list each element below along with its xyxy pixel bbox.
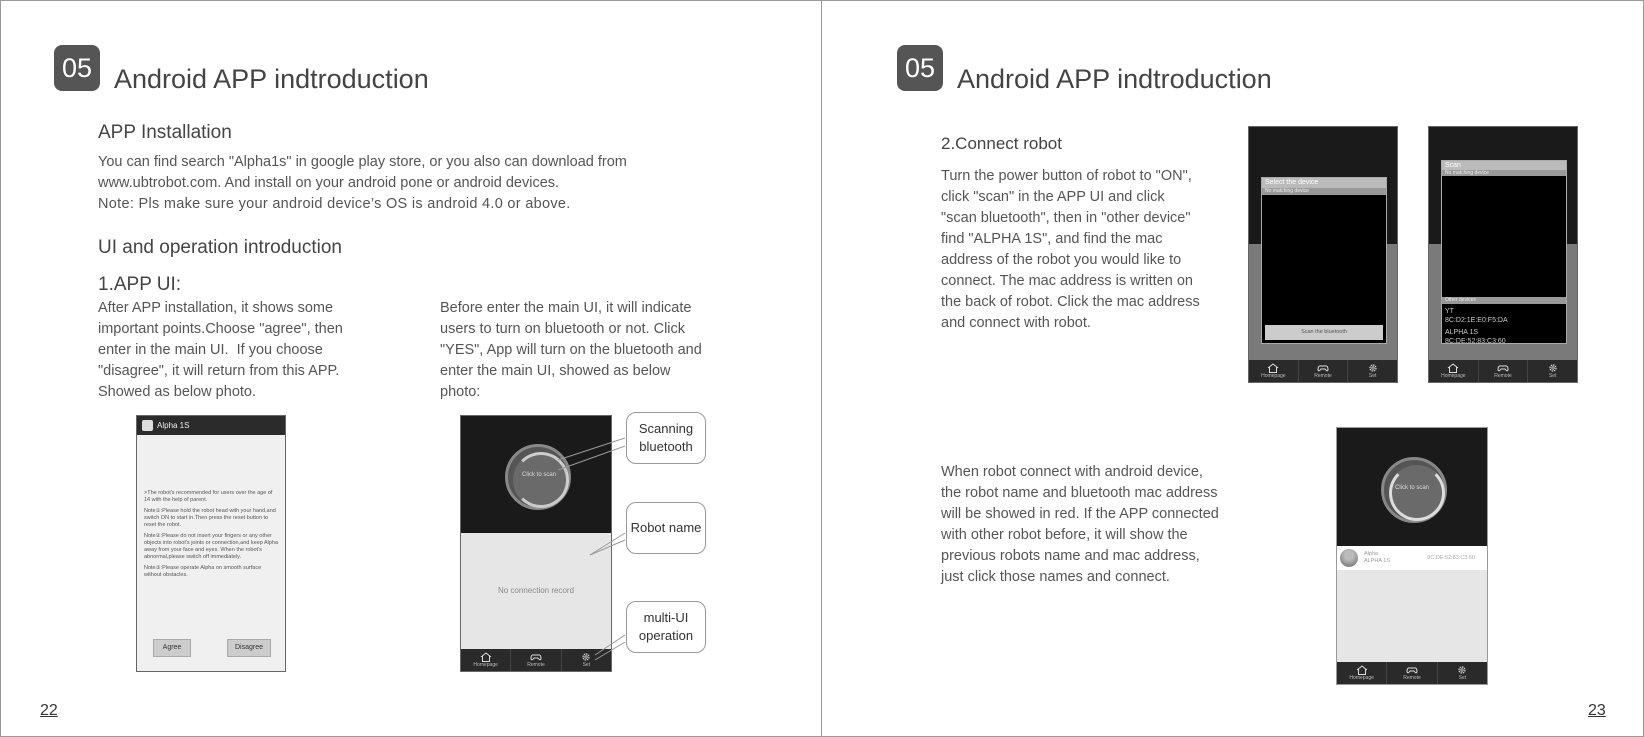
gear-icon xyxy=(1456,665,1468,675)
scan-bluetooth-button[interactable]: Scan the bluetooth xyxy=(1265,325,1383,340)
install-note: Note: Pls make sure your android device’s OS is android 4.0 or above. xyxy=(98,196,571,212)
tab-label: Remote xyxy=(527,662,545,668)
app-ui-heading: 1.APP UI: xyxy=(98,274,182,295)
tab-homepage[interactable] xyxy=(1337,662,1387,684)
app-header-title: Alpha 1S xyxy=(157,421,190,430)
tab-bar xyxy=(1429,360,1577,382)
scan-button[interactable]: Click to scan xyxy=(1394,485,1429,491)
tab-set[interactable] xyxy=(1348,360,1397,382)
install-line: www.ubtrobot.com. And install on your android pone or android devices. xyxy=(98,175,560,191)
gamepad-icon xyxy=(1317,363,1329,373)
device-name: ALPHA 1S xyxy=(1445,329,1479,336)
page-title: Android APP indtroduction xyxy=(114,64,429,94)
connected-robot-row[interactable] xyxy=(1337,546,1487,570)
tab-label: Homepage xyxy=(1441,373,1466,379)
tab-label: Remote xyxy=(1494,373,1512,379)
tab-remote[interactable] xyxy=(1299,360,1349,382)
text-line: photo: xyxy=(440,384,481,400)
gear-icon xyxy=(1367,363,1379,373)
callout-multi-ui: multi-UI operation xyxy=(626,601,706,653)
text-line: address of the robot you would like to xyxy=(941,252,1182,268)
robot-avatar-icon xyxy=(1340,549,1358,567)
tab-label: Set xyxy=(1458,675,1467,681)
leader-line xyxy=(590,533,625,555)
gamepad-icon xyxy=(1497,363,1509,373)
tab-bar xyxy=(1249,360,1397,382)
note-item: Note②:Please do not insert your fingers or any other objects into robot's joints or connection,and keep Alpha away from your face and eyes. When the robot's abnormal,please switch off immediately. xyxy=(144,533,279,560)
no-record-text: No connection record xyxy=(497,586,575,595)
gamepad-icon xyxy=(1406,665,1418,675)
text-line: the robot name and bluetooth mac address xyxy=(941,485,1218,501)
text-line: Turn the power button of robot to "ON", xyxy=(941,168,1192,184)
robot-label: Alpha xyxy=(1364,551,1379,557)
text-line: Showed as below photo. xyxy=(98,384,256,400)
robot-name: ALPHA 1S xyxy=(1364,558,1390,564)
text-line: important points.Choose "agree", then xyxy=(98,321,343,337)
home-icon xyxy=(1356,665,1368,675)
leader-line xyxy=(558,438,625,460)
callout-robot-name: Robot name xyxy=(626,502,706,554)
device-mac: 8C:DE:52:83:C3:60 xyxy=(1445,338,1506,345)
section-badge: 05 xyxy=(897,45,943,91)
text-line: When robot connect with android device, xyxy=(941,464,1203,480)
tab-label: Homepage xyxy=(1349,675,1374,681)
dialog-subtitle: No matching device xyxy=(1442,170,1566,176)
gear-icon xyxy=(1547,363,1559,373)
agree-button[interactable]: Agree xyxy=(153,639,191,657)
tab-set[interactable] xyxy=(1438,662,1487,684)
tab-label: Set xyxy=(582,662,591,668)
scan-progress xyxy=(1389,465,1445,521)
tab-label: Set xyxy=(1548,373,1557,379)
text-line: just click those names and connect. xyxy=(941,569,1170,585)
text-line: After APP installation, it shows some xyxy=(98,300,334,316)
connected-text xyxy=(941,462,1261,588)
scan-button[interactable]: Click to scan xyxy=(521,472,556,478)
text-line: find "ALPHA 1S", and find the mac xyxy=(941,231,1163,247)
select-device-screenshot xyxy=(1248,126,1398,383)
robot-info xyxy=(1364,551,1390,565)
connect-heading: 2.Connect robot xyxy=(941,134,1062,153)
note-item: Note①:Please hold the robot head with your hand,and switch ON to start in.Then press the reset button to reset the robot. xyxy=(144,508,276,528)
callout-scanning-bluetooth: Scanning bluetooth xyxy=(626,412,706,464)
text-line: will be showed in red. If the APP connected xyxy=(941,506,1219,522)
tab-label: Homepage xyxy=(1261,373,1286,379)
tab-label: Homepage xyxy=(473,662,498,668)
text-line: click "scan" in the APP UI and click xyxy=(941,189,1165,205)
text-line: "YES", App will turn on the bluetooth and xyxy=(440,342,702,358)
disagree-button[interactable]: Disagree xyxy=(227,639,271,657)
text-line: Before enter the main UI, it will indicate xyxy=(440,300,692,316)
tab-bar xyxy=(1337,662,1487,684)
tab-set[interactable] xyxy=(1528,360,1577,382)
tab-homepage[interactable] xyxy=(1429,360,1479,382)
scan-dialog xyxy=(1441,160,1567,344)
device-item-yt[interactable] xyxy=(1445,307,1508,325)
leader-line xyxy=(558,446,625,470)
note-item: Note③:Please operate Alpha on smooth surface without obstacles. xyxy=(144,565,262,578)
leader-line xyxy=(590,540,625,555)
connect-text xyxy=(941,166,1241,334)
other-devices-header: Other devices xyxy=(1442,297,1566,304)
note-item: >The robot's recommended for users over the age of 14 with the help of parent. xyxy=(144,490,273,503)
text-line: the back of robot. Click the mac address xyxy=(941,294,1200,310)
install-heading: APP Installation xyxy=(98,122,232,143)
dialog-title: Scan xyxy=(1442,161,1566,170)
page-title: Android APP indtroduction xyxy=(957,64,1272,94)
text-line: enter in the main UI. If you choose xyxy=(98,342,323,358)
connected-screenshot xyxy=(1336,427,1488,685)
tab-remote[interactable] xyxy=(1479,360,1529,382)
home-icon xyxy=(1447,363,1459,373)
text-line: connect. The mac address is written on xyxy=(941,273,1193,289)
section-badge: 05 xyxy=(54,45,100,91)
scan-results-screenshot xyxy=(1428,126,1578,383)
tab-remote[interactable] xyxy=(1387,662,1437,684)
ui-heading: UI and operation introduction xyxy=(98,237,342,258)
text-line: "disagree", it will return from this APP. xyxy=(98,363,340,379)
page-number-right: 23 xyxy=(1588,702,1606,719)
page-number-left: 22 xyxy=(40,702,58,719)
text-line: users to turn on bluetooth or not. Click xyxy=(440,321,686,337)
text-line: previous robots name and mac address, xyxy=(941,548,1200,564)
install-line: You can find search "Alpha1s" in google play store, or you also can download from xyxy=(98,154,627,170)
text-line: "scan bluetooth", then in "other device" xyxy=(941,210,1191,226)
robot-mac: 8C:DE:52:83:C3:60 xyxy=(1427,555,1475,561)
device-item-alpha1s[interactable] xyxy=(1445,328,1506,346)
dialog-title: Select the device xyxy=(1262,178,1386,188)
tab-label: Remote xyxy=(1403,675,1421,681)
tab-label: Set xyxy=(1368,373,1377,379)
tab-label: Remote xyxy=(1314,373,1332,379)
device-mac: 8C:D2:1E:E0:F5:DA xyxy=(1445,317,1508,324)
text-line: and connect with robot. xyxy=(941,315,1091,331)
select-device-dialog xyxy=(1261,177,1387,344)
scan-area xyxy=(1337,428,1487,546)
text-line: with other robot before, it will show the xyxy=(941,527,1188,543)
dialog-subtitle: No matching device xyxy=(1262,188,1386,195)
text-line: enter the main UI, showed as below xyxy=(440,363,671,379)
device-name: YT xyxy=(1445,308,1454,315)
home-icon xyxy=(1267,363,1279,373)
tab-homepage[interactable] xyxy=(1249,360,1299,382)
